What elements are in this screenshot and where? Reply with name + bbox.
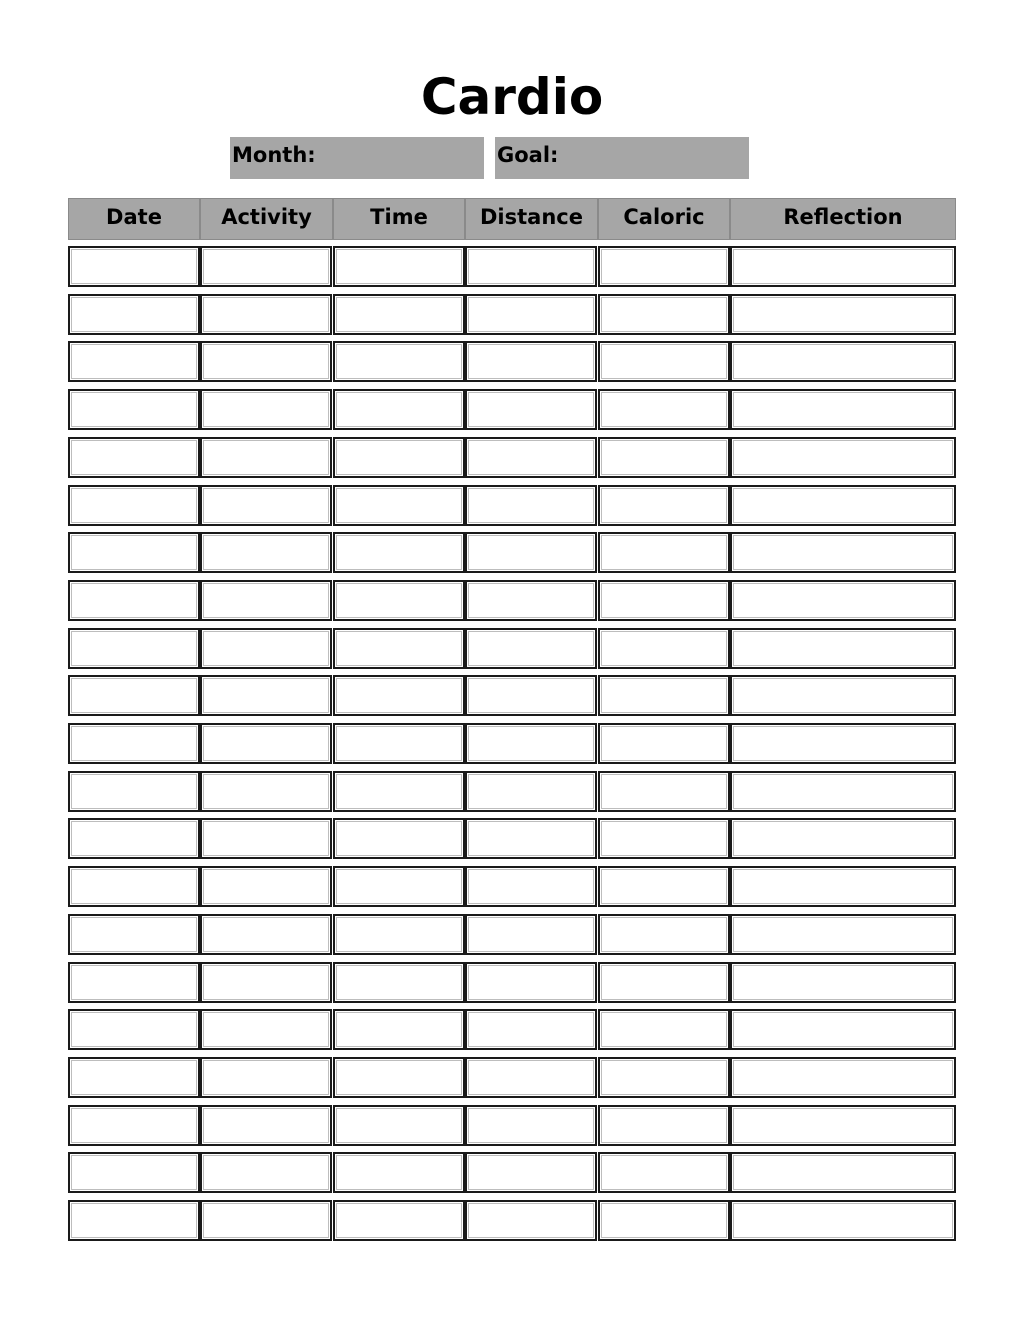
cell-reflection[interactable]	[730, 675, 956, 716]
cell-time[interactable]	[333, 1009, 465, 1050]
cell-activity[interactable]	[200, 866, 332, 907]
cell-activity[interactable]	[200, 580, 332, 621]
cell-date[interactable]	[68, 675, 200, 716]
cell-date[interactable]	[68, 389, 200, 430]
cell-reflection[interactable]	[730, 532, 956, 573]
cell-activity[interactable]	[200, 1152, 332, 1193]
cell-distance[interactable]	[465, 246, 597, 287]
cell-reflection[interactable]	[730, 580, 956, 621]
cell-reflection[interactable]	[730, 1200, 956, 1241]
cell-caloric[interactable]	[598, 962, 730, 1003]
cell-caloric[interactable]	[598, 246, 730, 287]
cell-time[interactable]	[333, 246, 465, 287]
cell-activity[interactable]	[200, 246, 332, 287]
cell-activity[interactable]	[200, 628, 332, 669]
cell-distance[interactable]	[465, 628, 597, 669]
cell-time[interactable]	[333, 294, 465, 335]
cell-date[interactable]	[68, 246, 200, 287]
cell-activity[interactable]	[200, 1105, 332, 1146]
cell-caloric[interactable]	[598, 771, 730, 812]
cell-activity[interactable]	[200, 1200, 332, 1241]
cell-date[interactable]	[68, 580, 200, 621]
column-header-activity: Activity	[200, 198, 333, 240]
cell-time[interactable]	[333, 341, 465, 382]
cell-time[interactable]	[333, 723, 465, 764]
cell-distance[interactable]	[465, 866, 597, 907]
column-header-date: Date	[68, 198, 200, 240]
cell-time[interactable]	[333, 914, 465, 955]
column-header-reflection: Reflection	[730, 198, 956, 240]
cell-activity[interactable]	[200, 532, 332, 573]
cell-date[interactable]	[68, 914, 200, 955]
cell-caloric[interactable]	[598, 341, 730, 382]
cell-date[interactable]	[68, 771, 200, 812]
cell-date[interactable]	[68, 485, 200, 526]
cell-caloric[interactable]	[598, 1057, 730, 1098]
cell-reflection[interactable]	[730, 294, 956, 335]
cell-reflection[interactable]	[730, 485, 956, 526]
cell-reflection[interactable]	[730, 818, 956, 859]
cell-reflection[interactable]	[730, 389, 956, 430]
cell-time[interactable]	[333, 389, 465, 430]
cell-date[interactable]	[68, 1009, 200, 1050]
cell-time[interactable]	[333, 675, 465, 716]
cell-date[interactable]	[68, 294, 200, 335]
cell-activity[interactable]	[200, 341, 332, 382]
cell-activity[interactable]	[200, 1057, 332, 1098]
cell-time[interactable]	[333, 437, 465, 478]
cell-date[interactable]	[68, 818, 200, 859]
cell-distance[interactable]	[465, 485, 597, 526]
month-label: Month:	[232, 143, 316, 167]
cell-activity[interactable]	[200, 485, 332, 526]
cell-date[interactable]	[68, 628, 200, 669]
cell-caloric[interactable]	[598, 914, 730, 955]
cell-caloric[interactable]	[598, 389, 730, 430]
cell-distance[interactable]	[465, 1152, 597, 1193]
cell-distance[interactable]	[465, 1009, 597, 1050]
cell-activity[interactable]	[200, 294, 332, 335]
cell-distance[interactable]	[465, 532, 597, 573]
cell-reflection[interactable]	[730, 723, 956, 764]
cell-date[interactable]	[68, 962, 200, 1003]
cell-time[interactable]	[333, 962, 465, 1003]
cell-time[interactable]	[333, 628, 465, 669]
cell-distance[interactable]	[465, 818, 597, 859]
cell-distance[interactable]	[465, 341, 597, 382]
cell-time[interactable]	[333, 1152, 465, 1193]
cell-reflection[interactable]	[730, 962, 956, 1003]
goal-field[interactable]	[495, 137, 749, 179]
column-header-distance: Distance	[465, 198, 598, 240]
cell-distance[interactable]	[465, 1057, 597, 1098]
cell-reflection[interactable]	[730, 628, 956, 669]
cell-caloric[interactable]	[598, 1009, 730, 1050]
cell-reflection[interactable]	[730, 866, 956, 907]
cell-time[interactable]	[333, 771, 465, 812]
cell-reflection[interactable]	[730, 246, 956, 287]
goal-label: Goal:	[497, 143, 559, 167]
cell-time[interactable]	[333, 1057, 465, 1098]
cell-reflection[interactable]	[730, 1057, 956, 1098]
cell-reflection[interactable]	[730, 1009, 956, 1050]
cell-date[interactable]	[68, 1105, 200, 1146]
cell-activity[interactable]	[200, 771, 332, 812]
cell-distance[interactable]	[465, 723, 597, 764]
cell-date[interactable]	[68, 1200, 200, 1241]
cell-caloric[interactable]	[598, 1105, 730, 1146]
cell-time[interactable]	[333, 1200, 465, 1241]
cell-date[interactable]	[68, 723, 200, 764]
cell-distance[interactable]	[465, 437, 597, 478]
cell-distance[interactable]	[465, 675, 597, 716]
cell-date[interactable]	[68, 532, 200, 573]
cell-activity[interactable]	[200, 437, 332, 478]
cell-caloric[interactable]	[598, 437, 730, 478]
cell-caloric[interactable]	[598, 818, 730, 859]
cell-distance[interactable]	[465, 294, 597, 335]
cell-caloric[interactable]	[598, 628, 730, 669]
cell-distance[interactable]	[465, 771, 597, 812]
cell-reflection[interactable]	[730, 341, 956, 382]
cell-reflection[interactable]	[730, 914, 956, 955]
cell-reflection[interactable]	[730, 1152, 956, 1193]
cell-reflection[interactable]	[730, 1105, 956, 1146]
cell-activity[interactable]	[200, 675, 332, 716]
cell-caloric[interactable]	[598, 1152, 730, 1193]
cell-time[interactable]	[333, 580, 465, 621]
cell-activity[interactable]	[200, 723, 332, 764]
cell-date[interactable]	[68, 1152, 200, 1193]
cell-activity[interactable]	[200, 914, 332, 955]
cell-distance[interactable]	[465, 1105, 597, 1146]
column-header-caloric: Caloric	[598, 198, 730, 240]
cell-time[interactable]	[333, 866, 465, 907]
cell-activity[interactable]	[200, 962, 332, 1003]
cell-caloric[interactable]	[598, 294, 730, 335]
cell-time[interactable]	[333, 1105, 465, 1146]
page-title: Cardio	[420, 68, 604, 126]
cell-distance[interactable]	[465, 389, 597, 430]
cell-date[interactable]	[68, 1057, 200, 1098]
column-header-time: Time	[333, 198, 465, 240]
cell-distance[interactable]	[465, 1200, 597, 1241]
cell-caloric[interactable]	[598, 580, 730, 621]
cell-time[interactable]	[333, 485, 465, 526]
cell-caloric[interactable]	[598, 866, 730, 907]
cell-date[interactable]	[68, 341, 200, 382]
cell-distance[interactable]	[465, 580, 597, 621]
cell-activity[interactable]	[200, 1009, 332, 1050]
cell-reflection[interactable]	[730, 771, 956, 812]
cell-activity[interactable]	[200, 818, 332, 859]
cell-caloric[interactable]	[598, 675, 730, 716]
cell-time[interactable]	[333, 818, 465, 859]
cell-caloric[interactable]	[598, 1200, 730, 1241]
cell-caloric[interactable]	[598, 532, 730, 573]
cell-reflection[interactable]	[730, 437, 956, 478]
cell-caloric[interactable]	[598, 485, 730, 526]
cell-activity[interactable]	[200, 389, 332, 430]
month-field[interactable]	[230, 137, 484, 179]
cell-distance[interactable]	[465, 962, 597, 1003]
cell-date[interactable]	[68, 437, 200, 478]
cell-distance[interactable]	[465, 914, 597, 955]
cell-time[interactable]	[333, 532, 465, 573]
cell-caloric[interactable]	[598, 723, 730, 764]
cell-date[interactable]	[68, 866, 200, 907]
